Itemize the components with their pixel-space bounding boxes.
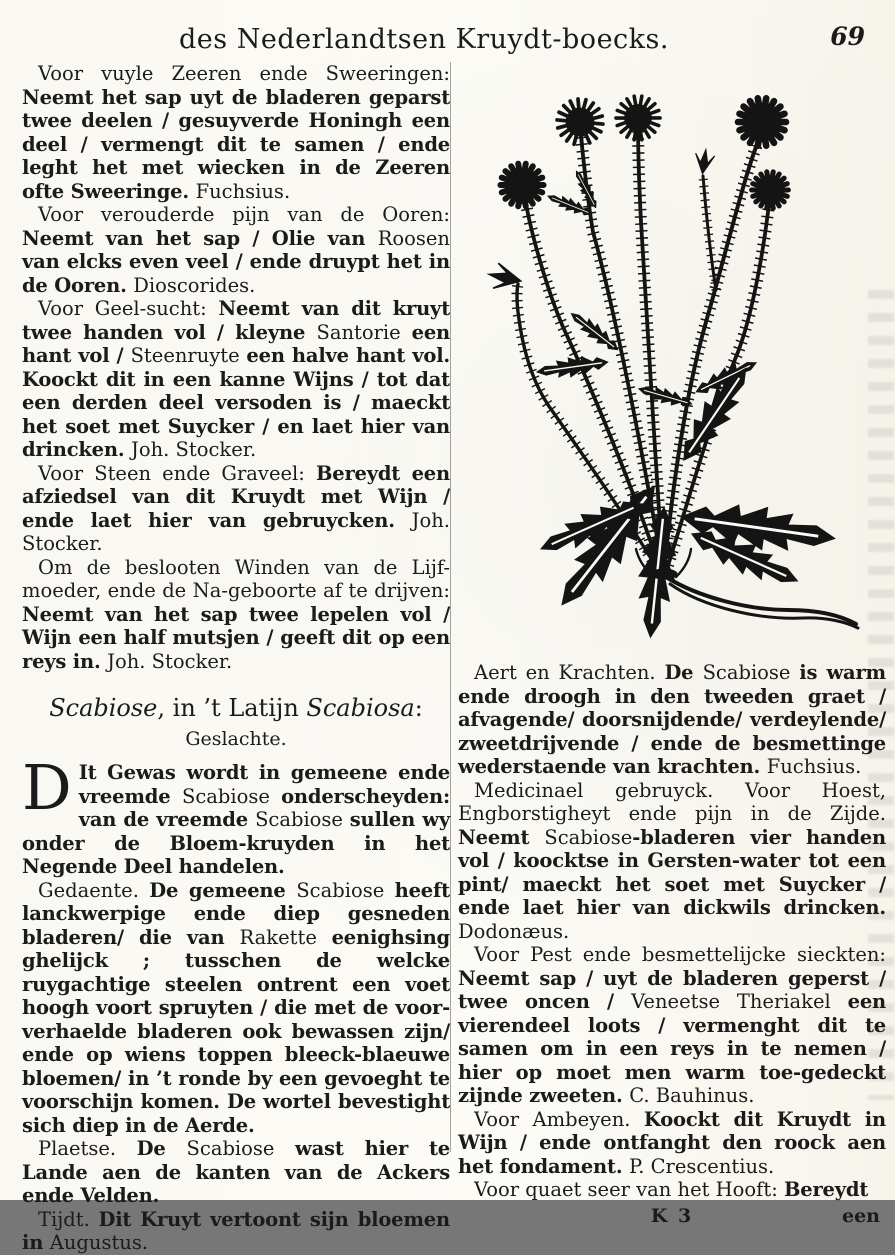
source-citation: Dodonæus.	[458, 919, 570, 943]
description-paragraph	[22, 1137, 450, 1208]
text-run: Bereydt	[783, 1178, 869, 1201]
text-run: onderscheyden: van de vreemde	[78, 784, 450, 831]
text-run: Scabiose	[702, 661, 800, 684]
text-run: Steenruyte	[130, 344, 247, 367]
text-run: De gemeene	[149, 878, 297, 902]
source-citation: P. Crescentius.	[629, 1154, 775, 1178]
text-run: een halve hant vol. Koockt dit in een kanne Wijns / tot dat een derden deel versoden is / maeckt het soet met Suycker / en laet hier van drincken.	[22, 344, 450, 461]
properties-paragraph	[458, 661, 886, 779]
text-run: Rakette	[239, 925, 332, 949]
text-run: Scabiose	[255, 808, 350, 831]
plant-base	[651, 569, 677, 579]
source-citation: C. Bauhinus.	[629, 1084, 755, 1107]
source-citation: Joh. Stocker.	[107, 649, 233, 673]
remedy-paragraph	[458, 1178, 886, 1202]
text-run: Neemt sap / uyt de bladeren geperst / twee oncen /	[458, 966, 886, 1013]
paragraph-lead: Gedaente.	[38, 878, 150, 902]
description-paragraph	[22, 879, 450, 1138]
remedy-paragraph	[22, 203, 450, 297]
page-footer	[458, 1205, 886, 1231]
text-run: Voor vuyle Zeeren ende Sweeringen:	[38, 62, 450, 85]
paragraph-lead: Aert en Krachten.	[474, 661, 665, 684]
paragraph-lead: Tijdt.	[38, 1207, 99, 1231]
text-run: Augustus.	[49, 1231, 149, 1254]
source-citation: Joh. Stocker.	[131, 438, 257, 461]
scabiosa-woodcut-illustration	[458, 62, 888, 647]
leaves	[535, 168, 837, 639]
chapter-subtitle: Geslachte.	[185, 728, 287, 750]
text-run: wast hier te Lande aen de kanten van de Ackers ende Velden.	[22, 1137, 450, 1207]
text-run: Neemt van het sap twee lepelen vol / Wijn een half mutsjen / geeft dit op een reys in.	[22, 602, 450, 673]
remedy-paragraph	[22, 462, 450, 556]
text-run: een hant vol /	[22, 320, 450, 367]
paragraph-lead: Voor Ambeyen.	[474, 1107, 644, 1131]
paragraph-lead: Voor quaet seer van het Hooft:	[474, 1178, 784, 1201]
text-run: -bladeren vier handen vol / koocktse in Gersten-water tot een pint/ maeckt het soet met Suycker / ende laet hier van dickwils drincken.	[458, 825, 886, 919]
text-run: sullen wy onder de Bloem-kruyden in het Negende Deel handelen.	[22, 808, 450, 878]
text-run: It Gewas wordt in gemeene ende vreemde	[78, 761, 450, 808]
remedy-paragraph	[22, 556, 450, 674]
text-run: , in ’t Latijn	[157, 694, 307, 722]
source-citation: Dioscorides.	[133, 273, 256, 297]
remedy-paragraph	[458, 779, 886, 944]
text-run: is warm ende droogh in den tweeden graet / afvagende/ doorsnijdende/ verdeylende/ zweetdrijvende / ende de besmettinge wederstaende van krachten.	[458, 661, 886, 778]
text-run: Roosen	[377, 226, 450, 250]
source-citation: Fuchsius.	[195, 179, 291, 203]
text-run: Voor Steen ende Graveel:	[38, 461, 316, 485]
paragraph-lead: Medicinael gebruyck. Voor Hoest, Engborstigheyt ende pijn in de Zijde.	[458, 778, 886, 825]
page-header-title: des Nederlandtsen Kruydt-boecks.	[179, 24, 669, 55]
text-run: Neemt van dit kruyt twee handen vol / kleyne	[22, 297, 450, 344]
text-run: een vierendeel loots / vermenght dit te samen om in een reys in te nemen / hier op moet men warm toe-gedeckt zijnde zweeten.	[458, 990, 886, 1107]
description-paragraph	[22, 1208, 450, 1255]
text-run: Om de beslooten Winden van de Lijf-moeder, ende de Na-geboorte af te drijven:	[22, 555, 450, 602]
page-number: 69	[830, 22, 865, 51]
plant-name-latin: Scabiosa	[306, 694, 415, 722]
text-run: :	[414, 694, 423, 722]
text-run: Scabiose	[296, 878, 395, 902]
plant-name-dutch: Scabiose	[49, 694, 158, 722]
paragraph-lead: Voor Pest ende besmettelijcke sieckten:	[474, 943, 886, 966]
remedy-paragraph	[22, 62, 450, 203]
text-run: Neemt van het sap / Olie van	[22, 226, 378, 250]
text-run: Koockt dit Kruydt in Wijn / ende ontfanght den roock aen het fondament.	[458, 1107, 886, 1178]
text-run: Scabiose	[182, 784, 282, 808]
paragraph-lead: Plaetse.	[38, 1137, 137, 1160]
text-run: Neemt het sap uyt de bladeren geparst twee deelen / gesuyverde Honingh een deel / vermengt dit te samen / ende leght het met wiecken in de Zeeren ofte Sweeringe.	[22, 85, 450, 203]
text-run: eenighsing ghelijck ; tusschen de welcke ruygachtige steelen ontrent een voet hoogh voort spruyten / die met de voor-verhaelde bladeren ook bewassen zijn/ ende op wiens toppen bleeck-blaeuwe bloemen/ in ’t ronde by een gevoeght te voorschijn komen. De wortel bevestight sich diep in de Aerde.	[22, 925, 450, 1137]
text-run: Neemt	[458, 825, 545, 849]
drop-cap: D	[22, 751, 72, 824]
text-run: Bereydt een afziedsel van dit Kruydt met Wijn / ende laet hier van gebruycken.	[22, 461, 450, 532]
source-citation: Fuchsius.	[766, 755, 862, 778]
text-run: heeft lanckwerpige ende diep gesneden bladeren/ die van	[22, 878, 450, 949]
text-run: De	[136, 1137, 187, 1160]
source-citation: Joh. Stocker.	[22, 508, 450, 555]
text-run: Scabiose	[186, 1137, 296, 1160]
column-divider-rule	[450, 62, 451, 1152]
text-run: Dit Kruyt vertoont sijn bloemen in	[22, 1207, 450, 1254]
catchword: een	[842, 1204, 880, 1227]
text-run: Veneetse Theriakel	[631, 990, 848, 1013]
remedy-paragraph	[22, 297, 450, 462]
right-column	[458, 62, 886, 1231]
text-run: Voor Geel-sucht:	[38, 297, 219, 320]
remedy-paragraph	[458, 1108, 886, 1179]
chapter-heading	[22, 693, 450, 751]
genus-paragraph	[22, 751, 450, 879]
text-run: Voor verouderde pijn van de Ooren:	[38, 203, 450, 226]
chapter-title	[22, 693, 450, 723]
remedy-paragraph	[458, 943, 886, 1108]
text-run: Santorie	[316, 320, 412, 344]
left-column	[22, 62, 450, 1255]
text-run: De	[664, 661, 703, 684]
text-run: van elcks even veel / ende druypt het in de Ooren.	[22, 250, 450, 297]
text-run: Scabiose	[544, 825, 633, 849]
signature-mark: K 3	[650, 1204, 694, 1227]
